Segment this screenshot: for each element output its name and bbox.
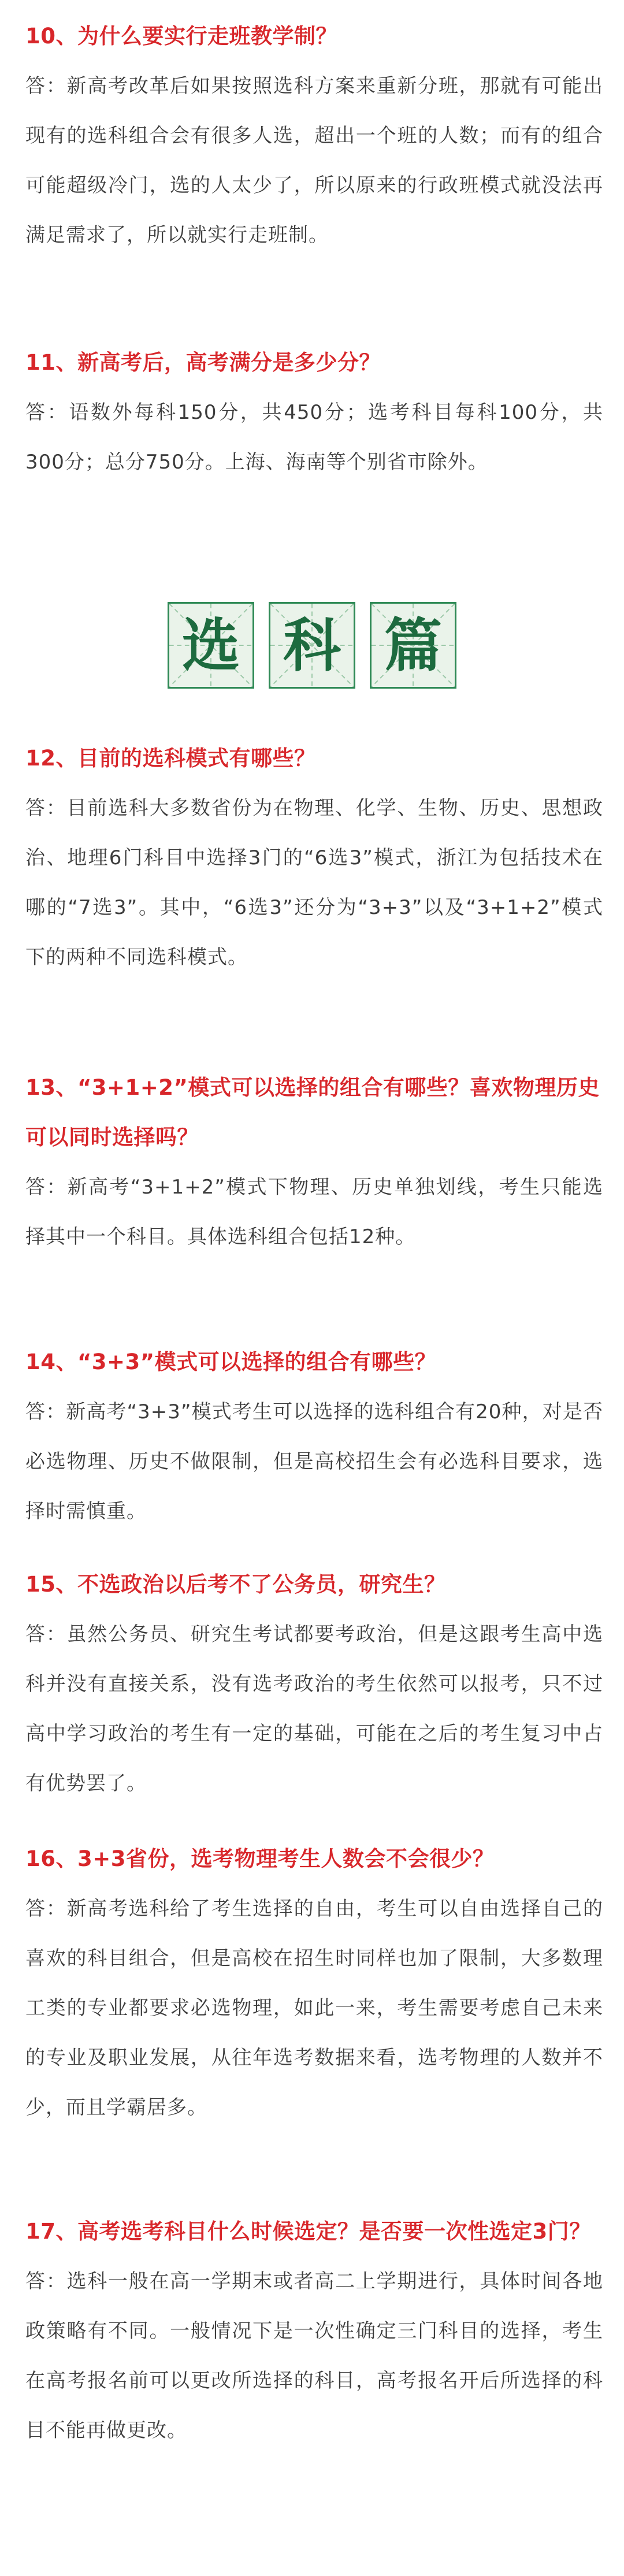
- answer-text: 答：虽然公务员、研究生考试都要考政治，但是这跟考生高中选科并没有直接关系，没有选考政治的考生依然可以报考，只不过高中学习政治的考生有一定的基础，可能在之后的考生复习中占有优势罢了。: [25, 1623, 603, 1795]
- answer-text: 答：选科一般在高一学期末或者高二上学期进行，具体时间各地政策略有不同。一般情况下是一次性确定三门科目的选择，考生在高考报名前可以更改所选择的科目，高考报名开后所选择的科目不能再做更改。: [25, 2270, 603, 2442]
- answer-text: 答：新高考选科给了考生选择的自由，考生可以自由选择自己的喜欢的科目组合，但是高校在招生时同样也加了限制，大多数理工类的专业都要求必选物理，如此一来，考生需要考虑自己未来的专业及职业发展，从往年选考数据来看，选考物理的人数并不少，而且学霸居多。: [25, 1897, 603, 2119]
- qa-item-13: [25, 1063, 603, 1262]
- banner-char: 选: [182, 611, 240, 679]
- question-heading: 12、目前的选科模式有哪些？: [25, 746, 316, 771]
- section-banner: [168, 602, 456, 689]
- answer-text: 答：语数外每科150分，共450分；选考科目每科100分，共300分；总分750分。上海、海南等个别省市除外。: [25, 401, 603, 474]
- question-heading: 14、“3+3”模式可以选择的组合有哪些？: [25, 1350, 437, 1374]
- banner-tile: [168, 602, 254, 689]
- qa-item-12: [25, 734, 603, 982]
- question-heading: 17、高考选考科目什么时候选定？是否要一次性选定3门？: [25, 2219, 591, 2244]
- qa-item-11: [25, 338, 603, 487]
- answer-text: 答：新高考“3+3”模式考生可以选择的选科组合有20种，对是否必选物理、历史不做限制，但是高校招生会有必选科目要求，选择时需慎重。: [25, 1400, 603, 1523]
- banner-tile: [269, 602, 355, 689]
- question-heading: 10、为什么要实行走班教学制？: [25, 24, 337, 49]
- qa-item-16: [25, 1834, 603, 2132]
- banner-tile: [370, 602, 456, 689]
- question-heading: 11、新高考后，高考满分是多少分？: [25, 350, 381, 375]
- qa-item-15: [25, 1560, 603, 1808]
- answer-text: 答：新高考改革后如果按照选科方案来重新分班，那就有可能出现有的选科组合会有很多人选，超出一个班的人数；而有的组合可能超级冷门，选的人太少了，所以原来的行政班模式就没法再满足需求了，所以就实行走班制。: [25, 75, 603, 247]
- qa-item-10: [25, 12, 603, 260]
- qa-item-17: [25, 2207, 603, 2455]
- banner-char: 科: [283, 611, 341, 679]
- answer-text: 答：目前选科大多数省份为在物理、化学、生物、历史、思想政治、地理6门科目中选择3门的“6选3”模式，浙江为包括技术在哪的“7选3”。其中，“6选3”还分为“3+3”以及“3+1+2”模式下的两种不同选科模式。: [25, 797, 603, 969]
- banner-char: 篇: [384, 611, 442, 679]
- answer-text: 答：新高考“3+1+2”模式下物理、历史单独划线，考生只能选择其中一个科目。具体选科组合包括12种。: [25, 1176, 603, 1248]
- question-heading: 15、不选政治以后考不了公务员，研究生？: [25, 1572, 446, 1597]
- question-heading: 13、“3+1+2”模式可以选择的组合有哪些？喜欢物理历史可以同时选择吗？: [25, 1075, 600, 1150]
- question-heading: 16、3+3省份，选考物理考生人数会不会很少？: [25, 1846, 495, 1871]
- qa-item-14: [25, 1337, 603, 1536]
